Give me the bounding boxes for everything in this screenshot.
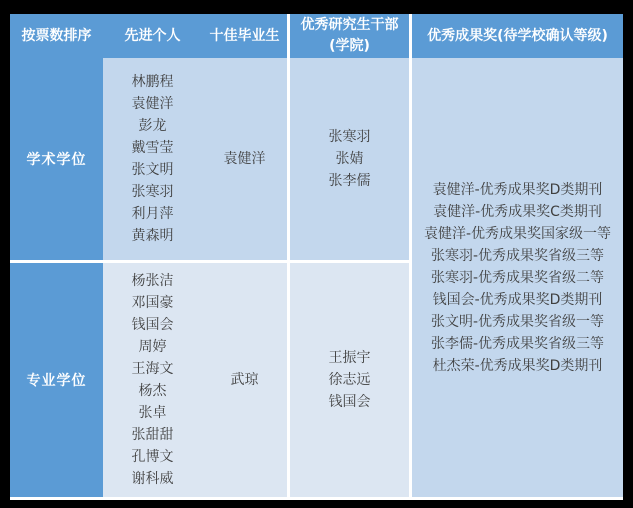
person-name: 袁健洋 <box>131 96 174 112</box>
award-item: 杜杰荣-优秀成果奖D类期刊 <box>432 357 603 374</box>
award-item: 张寒羽-优秀成果奖省级三等 <box>430 247 605 264</box>
person-name: 邓国豪 <box>131 295 174 311</box>
person-name: 王海文 <box>131 361 174 377</box>
header-outstanding-cadre-line1: 优秀研究生干部 <box>300 17 399 33</box>
person-name: 杨张洁 <box>131 273 174 289</box>
person-name: 杨杰 <box>138 383 167 399</box>
award-item: 钱国会-优秀成果奖D类期刊 <box>432 291 603 308</box>
header-outstanding-cadre-line2: (学院) <box>329 38 370 54</box>
award-item: 袁健洋-优秀成果奖D类期刊 <box>432 181 603 198</box>
award-item: 袁健洋-优秀成果奖国家级一等 <box>423 225 612 242</box>
person-name: 张婧 <box>335 151 364 167</box>
person-name: 谢科威 <box>131 471 174 487</box>
person-name: 周婷 <box>138 339 167 355</box>
person-name: 彭龙 <box>138 118 167 134</box>
person-name: 王振宇 <box>328 350 371 366</box>
professional-outstanding-cadres-list <box>290 263 409 497</box>
header-outstanding-cadre <box>290 14 409 58</box>
professional-top-ten-graduates-list <box>202 263 287 497</box>
person-name: 黄森明 <box>131 228 174 244</box>
person-name: 张卓 <box>138 405 167 421</box>
person-name: 利月萍 <box>131 206 174 222</box>
person-name: 张寒羽 <box>328 129 371 145</box>
award-item: 张文明-优秀成果奖省级一等 <box>430 313 605 330</box>
person-name: 孔博文 <box>131 449 174 465</box>
award-item: 袁健洋-优秀成果奖C类期刊 <box>433 203 602 220</box>
person-name: 戴雪莹 <box>131 140 174 156</box>
category-academic-degree: 学术学位 <box>10 58 103 260</box>
category-professional-degree: 专业学位 <box>10 263 103 497</box>
award-item: 张寒羽-优秀成果奖省级二等 <box>430 269 605 286</box>
academic-top-ten-graduates-list <box>202 58 287 260</box>
academic-outstanding-cadres-list <box>290 58 409 260</box>
person-name: 袁健洋 <box>223 151 266 167</box>
person-name: 张文明 <box>131 162 174 178</box>
person-name: 武琼 <box>230 372 259 388</box>
header-achievement-award: 优秀成果奖(待学校确认等级) <box>412 14 623 58</box>
vote-ranking-table <box>10 14 623 500</box>
header-top-ten-graduates: 十佳毕业生 <box>202 14 287 58</box>
academic-advanced-individuals-list <box>103 58 202 260</box>
achievement-awards-list <box>412 58 623 497</box>
person-name: 钱国会 <box>131 317 174 333</box>
professional-advanced-individuals-list <box>103 263 202 497</box>
header-advanced-individual: 先进个人 <box>103 14 202 58</box>
award-item: 张李儒-优秀成果奖省级三等 <box>430 335 605 352</box>
person-name: 张寒羽 <box>131 184 174 200</box>
person-name: 钱国会 <box>328 394 371 410</box>
person-name: 林鹏程 <box>131 74 174 90</box>
person-name: 张李儒 <box>328 173 371 189</box>
header-sort-by-votes: 按票数排序 <box>10 14 103 58</box>
person-name: 张甜甜 <box>131 427 174 443</box>
person-name: 徐志远 <box>328 372 371 388</box>
